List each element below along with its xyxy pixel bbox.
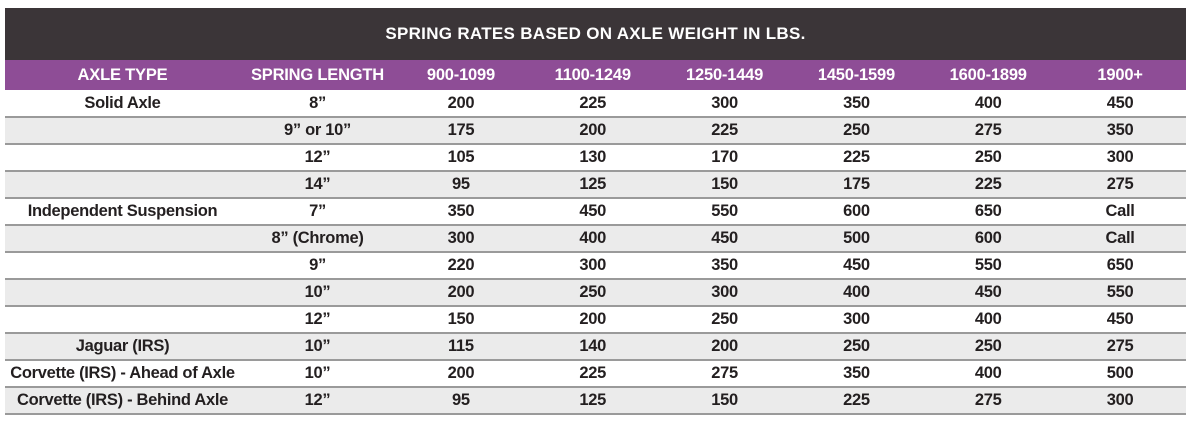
table-row [5,252,1186,279]
rate-cell: 115 [448,337,474,355]
rate-cell: 275 [974,121,1002,139]
rate-cell: 550 [1106,283,1134,301]
axle-type-cell [5,252,240,279]
spring-rates-table [5,8,1186,415]
rate-cell: 250 [974,148,1002,166]
column-header: 1250-1449 [686,65,764,84]
axle-type-cell [5,144,240,171]
column-header: SPRING LENGTH [250,65,385,84]
rate-cell: 500 [843,229,870,247]
axle-type-cell [5,171,240,198]
axle-type-cell [5,225,240,252]
rate-cell: 125 [579,175,607,193]
rate-cell: 450 [1106,310,1134,328]
rate-cell: 175 [447,121,475,139]
rate-cell: 300 [579,256,607,274]
rate-cell: 225 [974,175,1002,193]
axle-type-cell: Corvette (IRS) - Behind Axle [16,391,228,409]
axle-type-cell: Corvette (IRS) - Ahead of Axle [10,364,235,382]
column-header-row [5,60,1186,90]
table-row [5,387,1186,414]
spring-length-cell: 10” [304,337,331,355]
rate-cell: 275 [1106,337,1134,355]
rate-cell: 350 [1106,121,1134,139]
rate-cell: 150 [711,391,738,409]
rate-cell: 225 [711,121,738,139]
table-row [5,171,1186,198]
rate-cell: 95 [452,391,470,409]
table-row [5,90,1186,117]
spring-length-cell: 8” (Chrome) [271,229,364,247]
rate-cell: 350 [711,256,738,274]
rate-cell: 200 [711,337,738,355]
rate-cell: 300 [1106,148,1134,166]
rate-cell: 125 [579,391,607,409]
rate-cell: 450 [843,256,870,274]
rate-cell: 650 [974,202,1002,220]
column-header: 1600-1899 [949,65,1027,84]
table-row [5,225,1186,252]
rate-cell: 200 [579,121,607,139]
axle-type-cell: Solid Axle [84,93,161,112]
axle-type-cell [5,279,240,306]
rate-cell: 350 [843,93,870,112]
rate-cell: Call [1105,229,1135,247]
spring-length-cell: 12” [304,391,331,409]
table-row [5,306,1186,333]
column-header: 1450-1599 [817,65,895,84]
spring-rates-grid [5,60,1186,415]
rate-cell: 150 [447,310,475,328]
rate-cell: 600 [843,202,870,220]
rate-cell: 250 [579,283,607,301]
rate-cell: 225 [843,148,870,166]
spring-length-cell: 10” [304,364,331,382]
rate-cell: 450 [711,229,738,247]
rate-cell: 225 [579,364,607,382]
rate-cell: 300 [843,310,870,328]
rate-cell: 450 [579,202,607,220]
rate-cell: 350 [447,202,475,220]
table-row [5,117,1186,144]
rate-cell: 450 [974,283,1002,301]
rate-cell: 105 [447,148,475,166]
spring-length-cell: 7” [309,202,326,220]
rate-cell: 200 [447,364,475,382]
spring-length-cell: 9” [309,256,326,274]
rate-cell: 400 [579,229,607,247]
table-title: SPRING RATES BASED ON AXLE WEIGHT IN LBS. [385,24,806,43]
table-row [5,360,1186,387]
rate-cell: 200 [579,310,607,328]
rate-cell: 300 [711,283,738,301]
rate-cell: 650 [1106,256,1134,274]
rate-cell: 170 [711,148,738,166]
rate-cell: 300 [447,229,475,247]
rate-cell: 220 [447,256,475,274]
column-header: AXLE TYPE [77,65,168,84]
rate-cell: 400 [974,310,1002,328]
rate-cell: 225 [579,93,607,112]
table-row [5,198,1186,225]
spring-length-cell: 8” [309,93,326,112]
rate-cell: 95 [452,175,470,193]
rate-cell: 250 [711,310,738,328]
rate-cell: 400 [974,93,1002,112]
rate-cell: 250 [974,337,1002,355]
rate-cell: 200 [447,283,475,301]
table-body [5,90,1186,414]
rate-cell: 275 [711,364,738,382]
spring-length-cell: 9” or 10” [284,121,351,139]
spring-length-cell: 12” [304,148,331,166]
axle-type-cell: Jaguar (IRS) [75,337,170,355]
rate-cell: 550 [711,202,738,220]
rate-cell: 600 [974,229,1002,247]
table-title-bar [5,8,1186,60]
table-row [5,144,1186,171]
axle-type-cell: Independent Suspension [27,202,218,220]
column-header: 1100-1249 [554,65,631,84]
rate-cell: 275 [1106,175,1134,193]
rate-cell: 250 [843,337,870,355]
axle-type-cell [5,117,240,144]
column-header: 1900+ [1097,65,1143,84]
table-row [5,279,1186,306]
rate-cell: 300 [1106,391,1134,409]
rate-cell: 450 [1106,93,1134,112]
spring-length-cell: 14” [304,175,331,193]
rate-cell: 200 [447,93,475,112]
rate-cell: 400 [974,364,1002,382]
table-row [5,333,1186,360]
column-header: 900-1099 [426,65,495,84]
rate-cell: 175 [843,175,870,193]
rate-cell: 150 [711,175,738,193]
table-head [5,60,1186,90]
rate-cell: 550 [974,256,1002,274]
rate-cell: 400 [843,283,870,301]
axle-type-cell [5,306,240,333]
rate-cell: 500 [1106,364,1134,382]
rate-cell: 250 [843,121,870,139]
spring-length-cell: 10” [304,283,331,301]
rate-cell: 300 [711,93,738,112]
rate-cell: 225 [843,391,870,409]
rate-cell: 275 [974,391,1002,409]
spring-length-cell: 12” [304,310,331,328]
rate-cell: 350 [843,364,870,382]
rate-cell: 140 [579,337,607,355]
rate-cell: Call [1105,202,1135,220]
rate-cell: 130 [579,148,607,166]
